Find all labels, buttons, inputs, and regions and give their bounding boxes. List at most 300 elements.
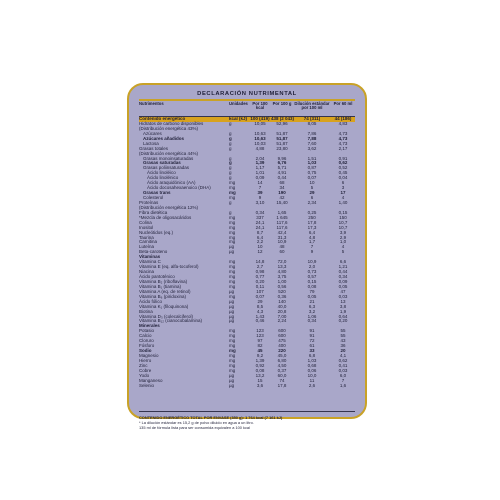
nutrient-value: g — [229, 120, 232, 126]
nutrient-value: 0,62 — [338, 357, 348, 363]
nutrient-name: Calcio — [139, 333, 152, 339]
nutrient-name: Grasas saturadas — [143, 160, 181, 166]
nutrient-value: 9,96 — [277, 155, 287, 161]
nutrient-name: Inositol — [139, 224, 154, 230]
nutrient-value: mg — [229, 348, 236, 354]
header-cell: Por 100 g — [272, 101, 292, 106]
nutrient-value: 475 — [278, 338, 286, 344]
nutrient-value: 0,15 — [338, 209, 348, 215]
table-body — [139, 117, 355, 389]
nutrient-value: 39 — [257, 190, 263, 196]
nutrient-value: 0,52 — [338, 165, 348, 171]
nutrient-value: 17,8 — [307, 219, 317, 225]
nutrient-name: (Distribución energética 12%) — [139, 204, 199, 210]
nutrient-value: 6,4 — [308, 229, 316, 235]
nutrient-value: 31,3 — [277, 234, 287, 240]
nutrient-value: 51,87 — [276, 130, 288, 136]
nutrient-value: 0,04 — [338, 175, 348, 181]
nutrient-value: 0,15 — [307, 278, 317, 284]
nutrient-value: 29 — [257, 298, 263, 304]
nutrient-value: µg — [229, 372, 235, 378]
nutrient-name: Vitaminas — [139, 254, 161, 260]
nutrient-value: 1,40 — [338, 199, 348, 205]
nutrient-value: 45,0 — [277, 353, 287, 358]
nutrient-value: 42,4 — [277, 229, 287, 235]
nutrient-value: g — [229, 165, 232, 171]
nutrient-value: 0,41 — [338, 362, 348, 368]
nutrient-value: mg — [229, 367, 236, 373]
nutrient-value: 4 — [341, 244, 345, 250]
nutrient-value: µg — [229, 308, 235, 314]
header-cell: Nutrimentos — [139, 101, 164, 106]
nutrient-value: 0,37 — [277, 367, 287, 373]
nutrient-value: 0,44 — [338, 269, 348, 275]
nutrient-value: 72,0 — [277, 259, 287, 265]
nutrient-value: mg — [229, 229, 236, 235]
nutrient-value: 6,80 — [277, 357, 287, 363]
nutrient-name: Vitamina B₁₂ (cianocobalamina) — [139, 318, 202, 324]
nutrient-value: µg — [229, 303, 235, 309]
nutrition-table — [139, 102, 355, 389]
nutrient-value: mg — [229, 353, 236, 358]
nutrient-name: Minerales — [139, 323, 160, 329]
nutrient-value: 0,20 — [338, 318, 348, 324]
nutrient-value: 9 — [258, 195, 262, 200]
nutrient-name: Sodio — [139, 348, 152, 354]
nutrient-name: Magnesio — [139, 353, 159, 358]
footer-notes — [139, 415, 359, 430]
nutrient-value: 8,7 — [256, 229, 264, 235]
header-cell: Por 100 kcal — [252, 101, 268, 111]
nutrient-value: 1,51 — [307, 155, 317, 161]
nutrient-name: Vitamina B₆ (piridoxina) — [139, 293, 187, 299]
nutrient-value: 10,9 — [277, 239, 287, 245]
nutrient-value: 1,17 — [255, 165, 265, 171]
nutrient-value: 1,06 — [307, 313, 317, 319]
nutrient-value: g — [229, 160, 232, 166]
nutrient-value: mg — [229, 195, 236, 200]
nutrient-value: 3,10 — [255, 199, 265, 205]
nutrient-value: 61 — [309, 343, 315, 349]
nutrient-value: mg — [229, 234, 236, 240]
nutrient-name: Yodo — [139, 372, 150, 378]
nutrient-name: Grasas totales — [139, 145, 169, 151]
nutrient-value: 82 — [257, 343, 263, 349]
nutrient-name: Ácido linoléico — [147, 170, 176, 176]
nutrient-value: µg — [229, 244, 235, 250]
nutrient-value: 79 — [309, 288, 315, 294]
nutrient-value: g — [229, 130, 232, 136]
nutrient-value: 190 — [278, 190, 286, 196]
nutrient-name: Vitamina D₃ (colecalciferol) — [139, 313, 194, 319]
nutrient-value: mg — [229, 328, 236, 334]
nutrient-value: 0,68 — [307, 362, 317, 368]
nutrient-name: Luteína — [139, 244, 155, 250]
nutrient-value: 4,50 — [277, 362, 287, 368]
nutrient-value: 1,43 — [255, 313, 265, 319]
nutrient-value: mg — [229, 362, 236, 368]
nutrient-name: Selenio — [139, 382, 155, 388]
nutrient-value: 0,06 — [307, 367, 317, 373]
nutrient-value: 0,34 — [307, 318, 317, 324]
nutrient-value: 13,2 — [255, 372, 265, 378]
nutrient-value: 0,87 — [307, 165, 317, 171]
nutrient-value: 0,03 — [338, 367, 348, 373]
nutrient-value: g — [229, 199, 232, 205]
nutrient-value: 140 — [278, 298, 286, 304]
nutrient-value: 100 (419) — [250, 116, 270, 121]
nutrient-value: 0,46 — [255, 318, 265, 324]
nutrient-value: 10,0 — [307, 372, 317, 378]
nutrient-value: 123 — [256, 328, 264, 334]
nutrient-value: 12 — [257, 249, 263, 255]
nutrient-value: 9 — [310, 249, 314, 255]
nutrient-value: 45 — [257, 348, 263, 354]
nutrient-value: 0,07 — [255, 293, 265, 299]
nutrient-value: µg — [229, 288, 235, 294]
nutrient-value: 10,9 — [307, 259, 317, 265]
nutrient-name: Nucleótidos (eq.) — [139, 229, 174, 235]
nutrient-value: 52,96 — [276, 120, 288, 126]
nutrient-value: 0,44 — [277, 175, 287, 181]
nutrient-value: 24,1 — [255, 224, 265, 230]
nutrient-value: g — [229, 170, 232, 176]
nutrient-value: 220 — [278, 348, 286, 354]
nutrient-value: 1,03 — [307, 357, 317, 363]
nutrient-value: mg — [229, 338, 236, 344]
nutrient-name: Taurina — [139, 234, 154, 240]
nutrient-value: 4,73 — [338, 140, 348, 146]
nutrient-value: 4,73 — [338, 135, 348, 141]
nutrient-value: mg — [229, 333, 236, 339]
nutrient-name: Grasas monoinsaturadas — [143, 155, 194, 161]
nutrient-name: Fósforo — [139, 343, 155, 349]
nutrient-value: 10 — [309, 180, 315, 186]
nutrient-value: 72 — [309, 338, 315, 344]
nutrient-value: 2,0 — [308, 264, 316, 270]
nutrient-value: 0,08 — [307, 283, 317, 289]
nutrient-value: mg — [229, 185, 236, 191]
nutrient-value: 13,3 — [277, 264, 287, 270]
nutrient-value: 3,75 — [277, 274, 287, 279]
nutrient-value: 7,60 — [307, 140, 317, 146]
nutrient-value: g — [229, 140, 232, 146]
nutrient-value: 117,6 — [276, 219, 288, 225]
nutrient-value: 4,3 — [256, 308, 264, 314]
nutrient-value: 6,76 — [277, 160, 287, 166]
nutrient-value: 2,7 — [256, 264, 264, 270]
nutrient-value: mg — [229, 278, 236, 284]
nutrient-value: mg — [229, 274, 236, 279]
nutrient-value: 36 — [340, 343, 346, 349]
nutrient-name: Potasio — [139, 328, 155, 334]
nutrient-value: 91 — [309, 333, 315, 339]
nutrient-value: 520 — [278, 288, 286, 294]
nutrient-value: 438 (2 043) — [271, 116, 295, 121]
nutrient-value: 40,0 — [277, 303, 287, 309]
nutrient-value: 1 645 — [276, 214, 288, 220]
panel-title: DECLARACIÓN NUTRIMENTAL — [197, 91, 297, 97]
nutrient-value: 17,3 — [307, 224, 317, 230]
nutrient-value: 74 (311) — [303, 116, 321, 121]
nutrient-value: 0,98 — [255, 269, 265, 275]
nutrient-name: Ácido pantoténico — [139, 274, 175, 279]
nutrient-name: Cobre — [139, 367, 152, 373]
nutrient-value: 47 — [340, 288, 346, 294]
nutrient-value: 21 — [309, 298, 315, 304]
nutrient-value: 55 — [340, 328, 346, 334]
nutrient-value: 0,03 — [338, 293, 348, 299]
nutrient-value: 2,34 — [307, 199, 317, 205]
nutrient-value: 6,3 — [308, 303, 316, 309]
nutrient-value: 1,6 — [339, 382, 347, 388]
nutrient-value: 0,05 — [307, 293, 317, 299]
nutrient-value: mg — [229, 293, 236, 299]
nutrient-name: (Distribución energética 43%) — [139, 125, 199, 131]
nutrient-value: µg — [229, 298, 235, 304]
nutrient-value: 2,9 — [339, 234, 347, 240]
nutrient-value: 10,7 — [338, 224, 348, 230]
nutrient-value: µg — [229, 382, 235, 388]
nutrient-value: 6 — [310, 195, 314, 200]
nutrient-value: 6,8 — [308, 353, 316, 358]
nutrient-value: 7,00 — [277, 313, 287, 319]
nutrient-value: 1,00 — [277, 278, 287, 284]
nutrient-value: 14,8 — [255, 259, 265, 265]
nutrient-value: 97 — [257, 338, 263, 344]
nutrient-value: 400 — [278, 343, 286, 349]
nutrient-name: Niacina — [139, 269, 155, 275]
nutrient-value: 6,6 — [339, 259, 347, 265]
nutrient-value: mg — [229, 180, 236, 186]
nutrient-value: 42 — [279, 195, 285, 200]
nutrient-name: Azúcares — [143, 130, 162, 136]
nutrient-value: 33 — [309, 348, 315, 354]
nutrient-value: µg — [229, 377, 235, 383]
nutrient-value: 13 — [340, 298, 346, 304]
nutrient-value: 55 — [340, 333, 346, 339]
nutrient-value: 6 — [341, 180, 345, 186]
nutrient-value: 3,9 — [339, 229, 347, 235]
nutrient-name: Vitamina B₁ (tiamina) — [139, 283, 181, 289]
nutrient-value: 7 — [258, 185, 262, 191]
nutrient-value: 117,6 — [276, 224, 288, 230]
nutrient-value: 4,91 — [277, 170, 287, 176]
nutrient-value: 0,91 — [338, 155, 348, 161]
nutrient-value: 4,88 — [255, 145, 265, 151]
nutrient-name: Grasas trans — [143, 190, 171, 196]
nutrient-name: Contenido energético — [139, 116, 186, 121]
nutrient-value: 7,86 — [307, 130, 317, 136]
nutrient-value: 2,04 — [255, 155, 265, 161]
nutrient-value: 4,80 — [277, 269, 287, 275]
nutrient-name: Vitamina K₁ (filoquinona) — [139, 303, 189, 309]
nutrient-name: *Mezcla de oligosacáridos — [139, 214, 192, 220]
nutrient-value: g — [229, 155, 232, 161]
dilution-note: * La dilución estándar es 15,2 g de polvo diluido en agua a un litro. — [139, 420, 254, 425]
nutrient-name: Vitamina E (eq. alfa-tocoferol) — [139, 264, 199, 270]
nutrient-value: µg — [229, 318, 235, 324]
nutrient-value: 7 — [310, 244, 314, 250]
nutrient-value: 17,8 — [277, 382, 287, 388]
nutrient-name: Hidratos de carbono disponibles — [139, 120, 204, 126]
nutrient-value: 1,7 — [308, 239, 316, 245]
nutrient-value: 2,24 — [277, 318, 287, 324]
table-header — [139, 102, 355, 117]
nutrient-value: 337 — [256, 214, 264, 220]
nutrient-value: 8,5 — [256, 303, 264, 309]
nutrient-value: 10,63 — [254, 135, 266, 141]
nutrient-name: Ácido araquidónico (AA) — [147, 180, 196, 186]
nutrient-value: 10,7 — [338, 219, 348, 225]
nutrient-value: 7 — [341, 377, 345, 383]
nutrient-value: 44 (186) — [334, 116, 352, 121]
nutrient-value: 1,21 — [338, 264, 348, 270]
nutrient-value: mg — [229, 264, 236, 270]
nutrient-value: 0,75 — [307, 170, 317, 176]
nutrient-value: g — [229, 209, 232, 215]
nutrient-value: 74 — [279, 377, 285, 383]
nutrient-value: 51,87 — [276, 140, 288, 146]
nutrient-value: 0,34 — [255, 209, 265, 215]
nutrient-value: 1,39 — [255, 160, 265, 166]
nutrient-value: 3,6 — [256, 382, 264, 388]
nutrient-name: Ácido linolénico — [147, 175, 179, 181]
nutrient-name: Lactosa — [143, 140, 159, 146]
nutrient-value: 6,4 — [256, 234, 264, 240]
nutrient-value: 10,03 — [254, 140, 266, 146]
nutrient-value: 1,03 — [307, 160, 317, 166]
nutrient-value: g — [229, 145, 232, 151]
nutrient-value: 0,11 — [255, 283, 265, 289]
total-energy-note: CONTENIDO ENERGÉTICO TOTAL POR ENVASE (350 g): 1 764 kcal (7 161 kJ) — [139, 415, 283, 420]
nutrient-value: 4,73 — [338, 130, 348, 136]
nutrient-value: 20,8 — [277, 308, 287, 314]
nutrient-name: (Distribución energética 44%) — [139, 150, 199, 156]
nutrient-value: 4 — [341, 195, 345, 200]
nutrient-value: 0,62 — [338, 160, 348, 166]
nutrient-value: mg — [229, 283, 236, 289]
nutrient-name: Vitamina B₂ (riboflavina) — [139, 278, 188, 284]
nutrient-value: 0,09 — [255, 175, 265, 181]
nutrition-panel — [127, 83, 367, 430]
nutrient-value: 4,8 — [308, 234, 316, 240]
header-cell: Por 60 ml — [333, 101, 353, 106]
nutrient-value: mg — [229, 269, 236, 275]
nutrient-value: 23,80 — [276, 145, 288, 151]
nutrient-value: 24,1 — [255, 219, 265, 225]
nutrient-name: Vitamina C — [139, 259, 161, 265]
nutrient-name: Azúcares añadidos — [143, 135, 185, 141]
header-cell: Unidades — [229, 101, 248, 106]
nutrient-value: 43 — [340, 338, 346, 344]
nutrient-value: 0,56 — [277, 283, 287, 289]
nutrient-value: 0,92 — [255, 362, 265, 368]
nutrient-name: Hierro — [139, 357, 152, 363]
nutrient-name: Manganeso — [139, 377, 163, 383]
nutrient-name: Ácido fólico — [139, 298, 163, 304]
nutrient-value: 600 — [278, 328, 286, 334]
nutrient-name: Carnitina — [139, 239, 158, 245]
nutrient-value: 123 — [256, 333, 264, 339]
nutrient-value: 0,34 — [338, 274, 348, 279]
nutrient-value: 1,65 — [277, 209, 287, 215]
nutrient-value: 5 — [341, 249, 345, 255]
nutrient-value: mg — [229, 357, 236, 363]
nutrient-name: Biotina — [139, 308, 153, 314]
nutrient-value: µg — [229, 313, 235, 319]
nutrient-value: 68 — [279, 180, 285, 186]
nutrient-value: 29 — [309, 190, 315, 196]
nutrient-value: 14 — [257, 180, 263, 186]
nutrient-value: mg — [229, 190, 236, 196]
nutrient-value: 250 — [308, 214, 316, 220]
nutrient-value: 4,1 — [339, 353, 347, 358]
nutrient-value: 0,09 — [338, 278, 348, 284]
nutrient-value: 9,2 — [256, 353, 264, 358]
nutrient-name: Vitamina A (eq. de retinol) — [139, 288, 191, 294]
nutrient-value: 8,05 — [307, 120, 317, 126]
nutrient-value: 0,45 — [338, 170, 348, 176]
nutrient-value: kcal (kJ) — [229, 116, 248, 121]
nutrient-value: 17 — [340, 190, 346, 196]
nutrient-value: mg — [229, 214, 236, 220]
nutrient-value: 150 — [339, 214, 347, 220]
nutrient-value: mg — [229, 224, 236, 230]
nutrient-value: 0,77 — [255, 274, 265, 279]
nutrient-value: 91 — [309, 328, 315, 334]
nutrient-value: g — [229, 135, 232, 141]
nutrient-value: 15,40 — [276, 199, 288, 205]
nutrient-value: 20 — [340, 348, 346, 354]
table-row — [139, 384, 355, 389]
nutrient-value: 3,62 — [307, 145, 317, 151]
nutrient-name: Proteínas — [139, 199, 159, 205]
nutrient-name: Beta-caroteno — [139, 249, 168, 255]
nutrient-value: 2,17 — [338, 145, 348, 151]
nutrient-value: 0,57 — [307, 274, 317, 279]
nutrient-value: 0,08 — [255, 367, 265, 373]
nutrient-value: 0,36 — [277, 293, 287, 299]
nutrient-value: 1,39 — [255, 357, 265, 363]
nutrient-value: µg — [229, 249, 235, 255]
nutrient-value: mg — [229, 239, 236, 245]
nutrient-name: Fibra dietética — [139, 209, 168, 215]
nutrient-value: 10,05 — [254, 120, 266, 126]
nutrient-value: 60,0 — [277, 372, 287, 378]
nutrient-value: 51,87 — [276, 135, 288, 141]
nutrient-value: 4,83 — [338, 120, 348, 126]
nutrient-value: 34 — [279, 185, 285, 191]
nutrient-value: 107 — [256, 288, 264, 294]
nutrient-value: 7,88 — [307, 135, 317, 141]
nutrient-name: Colesterol — [143, 195, 164, 200]
nutrient-value: 60 — [279, 249, 285, 255]
nutrient-value: 6,0 — [339, 372, 347, 378]
nutrient-value: 600 — [278, 333, 286, 339]
nutrient-name: Colina — [139, 219, 152, 225]
nutrient-value: 0,05 — [338, 283, 348, 289]
nutrient-name: Cloruro — [139, 338, 154, 344]
nutrient-value: 0,07 — [307, 175, 317, 181]
nutrient-value: 0,25 — [307, 209, 317, 215]
nutrient-value: 11 — [309, 377, 315, 383]
nutrient-value: 5 — [310, 185, 314, 191]
nutrient-name: Zinc — [139, 362, 148, 368]
nutrient-value: 3 — [341, 185, 345, 191]
nutrient-value: 5,71 — [277, 165, 287, 171]
nutrient-value: 3,2 — [308, 308, 316, 314]
